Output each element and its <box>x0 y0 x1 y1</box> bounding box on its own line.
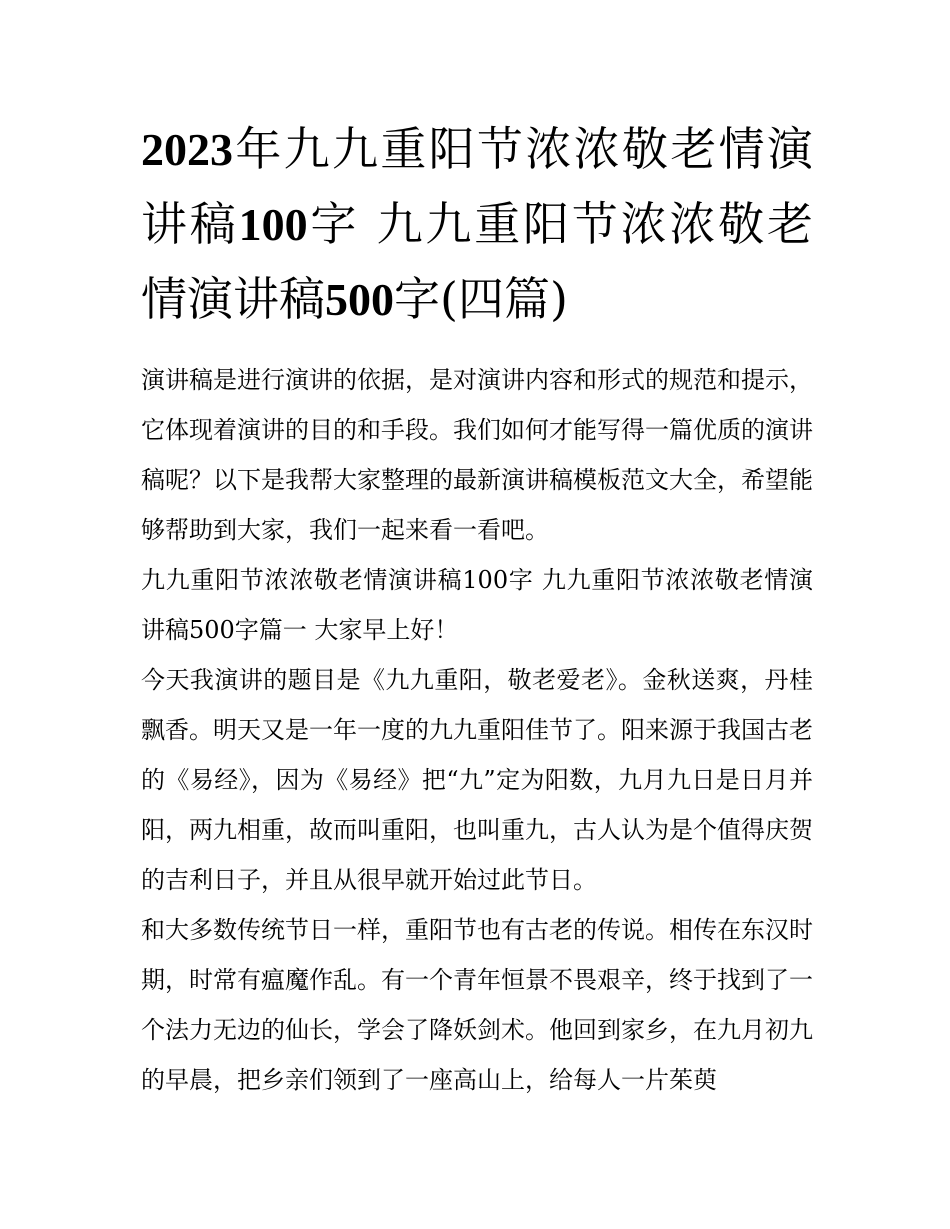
body-paragraph: 今天我演讲的题目是《九九重阳，敬老爱老》。金秋送爽，丹桂飘香。明天又是一年一度的九九重阳佳节了。阳来源于我国古老的《易经》，因为《易经》把“九”定为阳数，九月九日是日月并阳，两九相重，故而叫重阳，也叫重九，古人认为是个值得庆贺的吉利日子，并且从很早就开始过此节日。 <box>141 666 813 894</box>
title-part: 年九九重阳节浓浓敬老情演讲稿 <box>141 122 813 251</box>
document-body <box>141 355 813 1105</box>
title-part: 500 <box>325 274 394 325</box>
document-title <box>141 112 813 337</box>
speech-heading-paragraph: 九九重阳节浓浓敬老情演讲稿100字 九九重阳节浓浓敬老情演讲稿500字篇一 大家早上好！ <box>141 566 813 644</box>
title-part: 字(四篇) <box>394 272 568 326</box>
title-part: 100 <box>238 199 308 250</box>
title-part: 2023 <box>141 124 233 175</box>
intro-paragraph: 演讲稿是进行演讲的依据，是对演讲内容和形式的规范和提示，它体现着演讲的目的和手段。我们如何才能写得一篇优质的演讲稿呢？以下是我帮大家整理的最新演讲稿模板范文大全，希望能够帮助到大家，我们一起来看一看吧。 <box>141 366 813 544</box>
document-content <box>141 112 813 1105</box>
title-part: 字 九九重阳节浓浓敬老情演讲稿 <box>141 197 814 326</box>
body-paragraph: 和大多数传统节日一样，重阳节也有古老的传说。相传在东汉时期，时常有瘟魔作乱。有一个青年恒景不畏艰辛，终于找到了一个法力无边的仙长，学会了降妖剑术。他回到家乡，在九月初九的早晨，把乡亲们领到了一座高山上，给每人一片茱萸 <box>141 916 813 1094</box>
